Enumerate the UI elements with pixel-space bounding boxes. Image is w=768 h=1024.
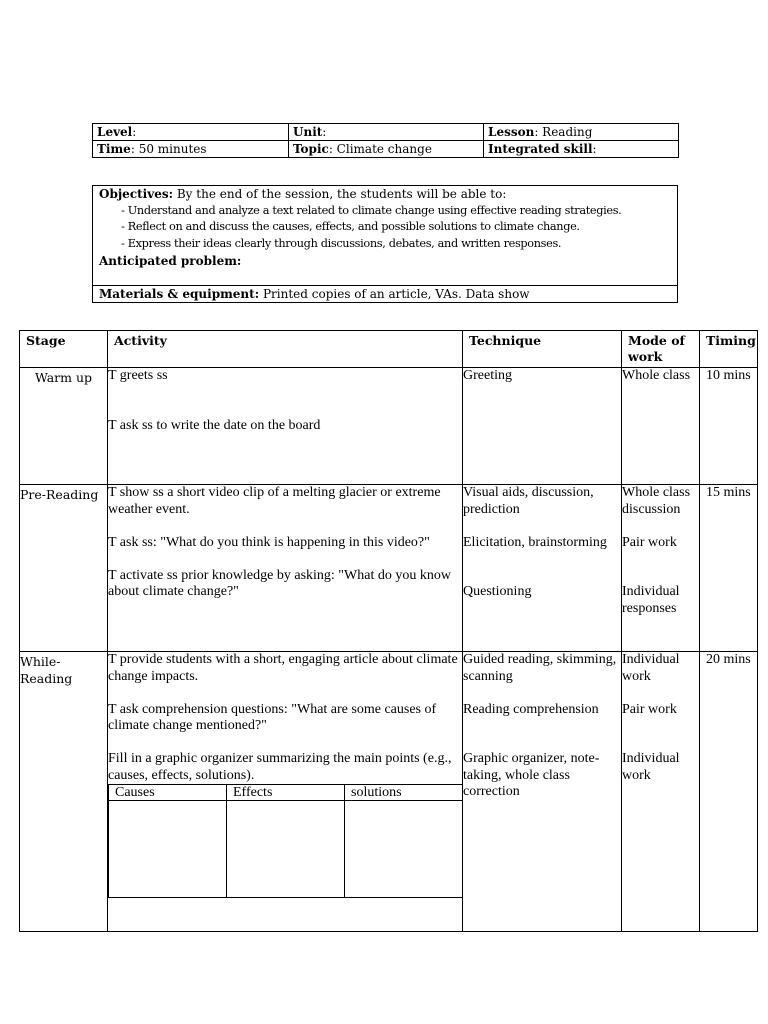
- activity-item: T greets ss: [108, 368, 168, 383]
- topic-cell: Topic: Climate change: [289, 141, 484, 158]
- technique-item: Visual aids, discussion, prediction: [463, 485, 594, 517]
- materials-cell: [93, 286, 678, 303]
- technique-cell-prereading: [463, 485, 622, 652]
- technique-warmup: Greeting: [463, 368, 622, 485]
- technique-item: Guided reading, skimming, scanning: [463, 652, 617, 684]
- mode-item: Individual work: [622, 652, 680, 684]
- mode-item: Individual work: [622, 751, 680, 783]
- unit-label: Unit: [293, 125, 323, 139]
- table-header-row: [20, 331, 758, 368]
- skill-label: Integrated skill: [488, 142, 593, 156]
- organizer-cell-causes[interactable]: [109, 801, 227, 898]
- activity-item: Fill in a graphic organizer summarizing the main points (e.g., causes, effects, solutions).: [108, 751, 452, 783]
- technique-item: Questioning: [463, 584, 532, 599]
- lesson-value: Reading: [542, 125, 593, 139]
- time-label: Time: [97, 142, 131, 156]
- stage-prereading: Pre-Reading: [20, 485, 108, 652]
- materials-value: Printed copies of an article, VAs. Data show: [262, 287, 530, 301]
- info-row-1: [93, 124, 679, 141]
- objective-item: - Understand and analyze a text related to climate change using effective reading strategies.: [121, 203, 671, 220]
- level-cell: Level:: [93, 124, 289, 141]
- objectives-table: [92, 185, 678, 303]
- objectives-row: [93, 186, 678, 286]
- activity-item: T ask comprehension questions: "What are some causes of climate change mentioned?": [108, 701, 437, 733]
- technique-item: Reading comprehension: [463, 701, 599, 717]
- table-row-whilereading: [20, 652, 758, 932]
- topic-label: Topic: [293, 142, 329, 156]
- objectives-cell: [93, 186, 678, 286]
- materials-row: [93, 286, 678, 303]
- stage-whilereading: While-Reading: [20, 652, 108, 932]
- activity-cell-whilereading: [108, 652, 463, 932]
- time-value: 50 minutes: [138, 142, 207, 156]
- organizer-cell-solutions[interactable]: [345, 801, 463, 898]
- timing-prereading: 15 mins: [700, 485, 758, 652]
- lesson-plan-table: [19, 330, 758, 932]
- table-row-prereading: [20, 485, 758, 652]
- objective-item: - Express their ideas clearly through discussions, debates, and written responses.: [121, 236, 671, 253]
- activity-cell-prereading: [108, 485, 463, 652]
- technique-item: Elicitation, brainstorming: [463, 534, 607, 550]
- level-label: Level: [97, 125, 133, 139]
- graphic-organizer: [108, 784, 463, 898]
- organizer-header-solutions: solutions: [345, 785, 463, 801]
- mode-item: Pair work: [622, 701, 677, 717]
- organizer-header-row: [109, 785, 463, 801]
- timing-whilereading: 20 mins: [700, 652, 758, 932]
- topic-value: Climate change: [336, 142, 432, 156]
- objectives-list: [99, 203, 671, 253]
- header-mode: Mode of work: [622, 331, 700, 368]
- header-activity: Activity: [108, 331, 463, 368]
- organizer-header-causes: Causes: [109, 785, 227, 801]
- anticipated-problem-label: Anticipated problem:: [99, 253, 242, 268]
- table-row-warmup: [20, 368, 758, 485]
- materials-label: Materials & equipment:: [99, 287, 260, 301]
- objective-item: - Reflect on and discuss the causes, effects, and possible solutions to climate change.: [121, 219, 671, 236]
- lesson-label: Lesson: [488, 125, 535, 139]
- objectives-intro: By the end of the session, the students will be able to:: [176, 187, 507, 201]
- skill-cell: Integrated skill:: [484, 141, 679, 158]
- objectives-label: Objectives:: [99, 187, 174, 201]
- activity-cell-warmup: [108, 368, 463, 485]
- objectives-intro-line: [99, 186, 671, 203]
- organizer-body-row: [109, 801, 463, 898]
- stage-warmup: Warm up: [20, 368, 108, 485]
- technique-item: Graphic organizer, note-taking, whole class correction: [463, 751, 600, 799]
- technique-cell-whilereading: [463, 652, 622, 932]
- lesson-cell: Lesson: Reading: [484, 124, 679, 141]
- activity-item: T ask ss: "What do you think is happening in this video?": [108, 534, 430, 550]
- organizer-header-effects: Effects: [227, 785, 345, 801]
- mode-item: Pair work: [622, 534, 677, 550]
- lesson-info-table: [92, 123, 679, 158]
- mode-cell-prereading: [622, 485, 700, 652]
- activity-item: T provide students with a short, engaging article about climate change impacts.: [108, 652, 458, 684]
- header-technique: Technique: [463, 331, 622, 368]
- header-stage: Stage: [20, 331, 108, 368]
- mode-warmup: Whole class: [622, 368, 700, 485]
- activity-item: T show ss a short video clip of a melting glacier or extreme weather event.: [108, 485, 441, 517]
- mode-item: Whole class discussion: [622, 485, 691, 517]
- unit-cell: Unit:: [289, 124, 484, 141]
- info-row-2: [93, 141, 679, 158]
- mode-item: Individual responses: [622, 584, 680, 616]
- activity-item: T ask ss to write the date on the board: [108, 417, 321, 433]
- activity-item: T activate ss prior knowledge by asking: "What do you know about climate change?": [108, 567, 451, 599]
- header-timing: Timing: [700, 331, 758, 368]
- mode-cell-whilereading: [622, 652, 700, 932]
- time-cell: Time: 50 minutes: [93, 141, 289, 158]
- timing-warmup: 10 mins: [700, 368, 758, 485]
- organizer-cell-effects[interactable]: [227, 801, 345, 898]
